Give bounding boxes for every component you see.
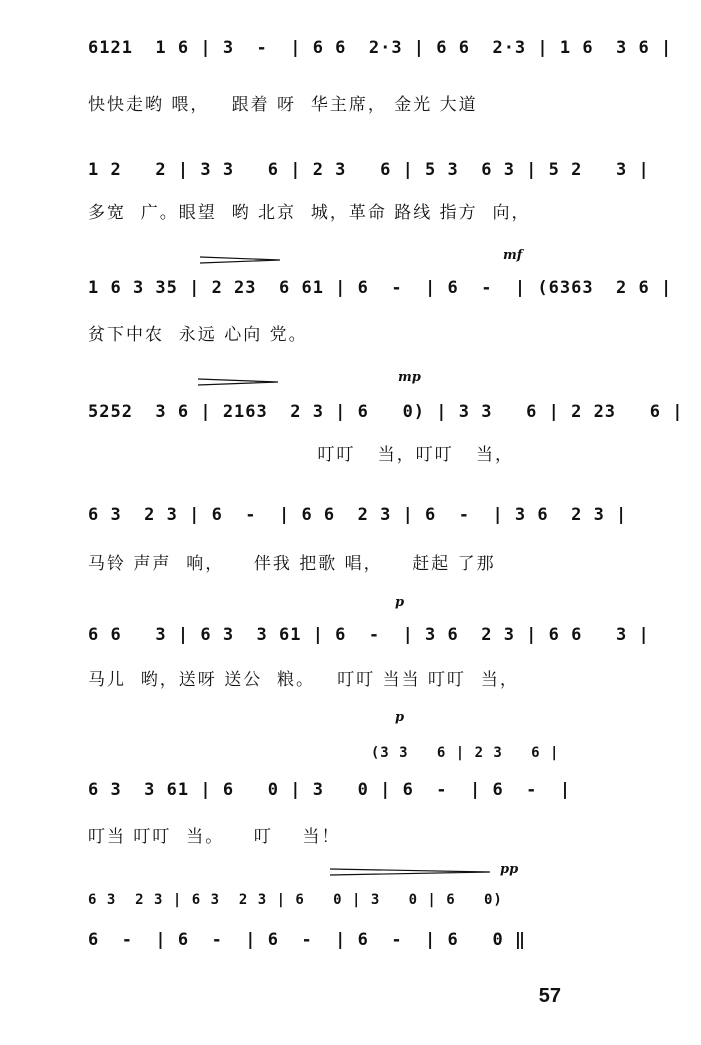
notation-line: 6 6 3 | 6 3 3 61 | 6 - | 3 6 2 3 | 6 6 3 | bbox=[88, 625, 650, 645]
lyrics-line: 贫下中农 永远 心向 党。 bbox=[88, 325, 308, 345]
notation-line: 6121 1 6 | 3 - | 6 6 2·3 | 6 6 2·3 | 1 6 3 6 | bbox=[88, 38, 673, 58]
dynamic-mark: pp bbox=[500, 862, 519, 877]
decrescendo-hairpin bbox=[198, 378, 278, 386]
lyrics-line: 多宽 广。眼望 哟 北京 城，革命 路线 指方 向， bbox=[88, 203, 531, 223]
dynamic-mark: p bbox=[395, 595, 405, 610]
notation-line: 5252 3 6 | 2163 2 3 | 6 0) | 3 3 6 | 2 23 6 | bbox=[88, 402, 684, 422]
notation-upper-line: (3 3 6 | 2 3 6 | bbox=[88, 745, 560, 761]
lyrics-line: 叮当 叮叮 当。 叮 当！ bbox=[88, 827, 341, 847]
lyrics-line: 叮叮 当，叮叮 当， bbox=[88, 445, 514, 465]
page-number: 57 bbox=[538, 985, 561, 1007]
lyrics-line: 快快走哟 喂， 跟着 呀 华主席， 金光 大道 bbox=[88, 95, 478, 115]
lyrics-line: 马铃 声声 响， 伴我 把歌 唱， 赶起 了那 bbox=[88, 554, 496, 574]
dynamic-mark: mp bbox=[398, 370, 421, 385]
decrescendo-hairpin bbox=[330, 868, 490, 876]
notation-line: 1 6 3 35 | 2 23 6 61 | 6 - | 6 - | (6363 2 6 | bbox=[88, 278, 673, 298]
notation-line: 1 2 2 | 3 3 6 | 2 3 6 | 5 3 6 3 | 5 2 3 | bbox=[88, 160, 650, 180]
notation-line: 6 - | 6 - | 6 - | 6 - | 6 0 ‖ bbox=[88, 930, 527, 950]
dynamic-mark: mf bbox=[503, 248, 523, 263]
lyrics-line: 马儿 哟，送呀 送公 粮。 叮叮 当当 叮叮 当， bbox=[88, 670, 519, 690]
notation-line: 6 3 2 3 | 6 - | 6 6 2 3 | 6 - | 3 6 2 3 | bbox=[88, 505, 628, 525]
notation-line: 6 3 3 61 | 6 0 | 3 0 | 6 - | 6 - | bbox=[88, 780, 572, 800]
notation-upper-line: 6 3 2 3 | 6 3 2 3 | 6 0 | 3 0 | 6 0) bbox=[88, 892, 503, 908]
dynamic-mark: p bbox=[395, 710, 405, 725]
decrescendo-hairpin bbox=[200, 256, 280, 264]
